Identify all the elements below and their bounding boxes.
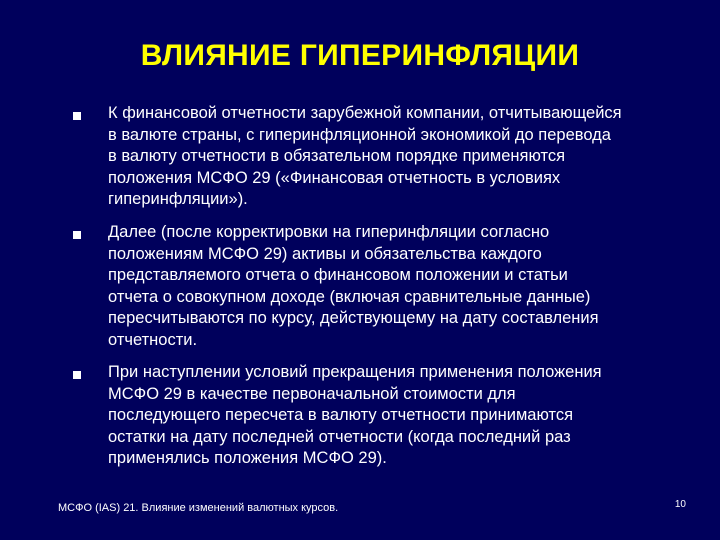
bullet-square-icon xyxy=(73,231,81,239)
bullet-line: последующего пересчета в валюту отчетности принимаются xyxy=(108,406,574,425)
bullet-text xyxy=(108,103,693,211)
bullet-square-icon xyxy=(73,112,81,120)
bullet-line: отчета о совокупном доходе (включая сравнительные данные) xyxy=(108,287,591,306)
bullet-square-icon xyxy=(73,371,81,379)
bullet-line: МСФО 29 в качестве первоначальной стоимости для xyxy=(108,384,516,403)
bullet-line: К финансовой отчетности зарубежной компании, отчитывающейся xyxy=(108,104,622,122)
bullet-line: гиперинфляции»). xyxy=(108,190,248,209)
bullet-text xyxy=(108,362,693,470)
bullet-line: Далее (после корректировки на гиперинфляции согласно xyxy=(108,223,550,241)
bullet-line: положениям МСФО 29) активы и обязательства каждого xyxy=(108,244,542,263)
bullet-line: положения МСФО 29 («Финансовая отчетность в условиях xyxy=(108,168,561,187)
slide-footer: МСФО (IAS) 21. Влияние изменений валютных курсов. xyxy=(58,502,339,514)
bullet-line: в валюту отчетности в обязательном порядке применяются xyxy=(108,147,566,166)
bullet-line: в валюте страны, с гиперинфляционной экономикой до перевода xyxy=(108,125,611,144)
bullet-line: применялись положения МСФО 29). xyxy=(108,449,387,468)
slide-title: ВЛИЯНИЕ ГИПЕРИНФЛЯЦИИ xyxy=(140,39,580,72)
bullet-line: остатки на дату последней отчетности (когда последний раз xyxy=(108,427,571,446)
bullet-line: отчетности. xyxy=(108,330,198,349)
page-number: 10 xyxy=(674,499,686,510)
bullet-line: При наступлении условий прекращения применения положения xyxy=(108,363,602,381)
bullet-text xyxy=(108,222,693,352)
bullet-line: представляемого отчета о финансовом положении и статьи xyxy=(108,266,568,285)
bullet-line: пересчитываются по курсу, действующему на дату составления xyxy=(108,309,599,328)
